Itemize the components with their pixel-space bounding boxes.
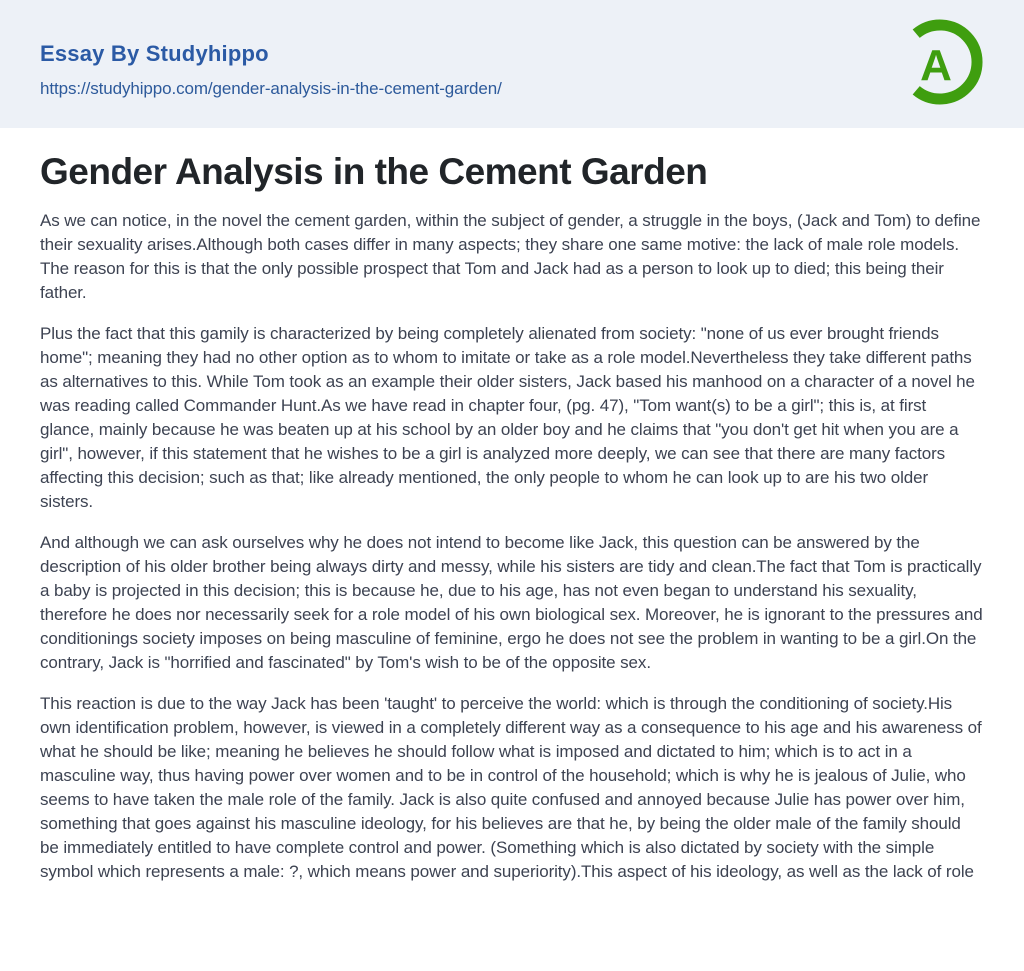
- logo-arc-icon: [896, 18, 984, 106]
- source-url-link[interactable]: https://studyhippo.com/gender-analysis-in-the-cement-garden/: [40, 79, 502, 99]
- logo-letter: A: [920, 41, 952, 90]
- studyhippo-logo[interactable]: [896, 18, 984, 106]
- essay-content: [0, 128, 1024, 884]
- essay-paragraph-4: This reaction is due to the way Jack has been 'taught' to perceive the world: which is through the conditioning of society.His own identification problem, however, is viewed in a completely different way as a consequence to his age and his awareness of what he should be like; meaning he believes he should follow what is imposed and dictated to him; which is to act in a masculine way, thus having power over women and to be in control of the household; which is why he is jealous of Julie, who seems to have taken the male role of the family. Jack is also quite confused and annoyed because Julie has power over him, something that goes against his masculine ideology, for his believes are that he, by being the older male of the family should be immediately entitled to have complete control and power. (Something which is also dictated by society with the simple symbol which represents a male: ?, which means power and superiority).This aspect of his ideology, as well as the lack of role: [40, 694, 982, 882]
- essay-paragraph-1: As we can notice, in the novel the cement garden, within the subject of gender, a struggle in the boys, (Jack and Tom) to define their sexuality arises.Although both cases differ in many aspects; they share one same motive: the lack of male role models. The reason for this is that the only possible prospect that Tom and Jack had as a person to look up to died; this being their father.: [40, 211, 981, 303]
- page-header: [0, 0, 1024, 128]
- header-title: Essay By Studyhippo: [40, 41, 269, 66]
- essay-paragraph-3: And although we can ask ourselves why he does not intend to become like Jack, this question can be answered by the description of his older brother being always dirty and messy, while his sisters are tidy and clean.The fact that Tom is practically a baby is projected in this decision; this is because he, due to his age, has not even began to understand his sexuality, therefore he does nor necessarily seek for a role model of his own biological sex. Moreover, he is ignorant to the pressures and conditionings society imposes on being masculine of feminine, ergo he does not see the problem in wanting to be a girl.On the contrary, Jack is "horrified and fascinated" by Tom's wish to be of the opposite sex.: [40, 533, 983, 673]
- essay-paragraph-2: Plus the fact that this gamily is characterized by being completely alienated from society: "none of us ever brought friends home"; meaning they had no other option as to whom to imitate or take as a role model.Nevertheless they take different paths as alternatives to this. While Tom took as an example their older sisters, Jack based his manhood on a character of a novel he was reading called Commander Hunt.As we have read in chapter four, (pg. 47), "Tom want(s) to be a girl"; this is, at first glance, mainly because he was beaten up at his school by an older boy and he claims that "you don't get hit when you are a girl", however, if this statement that he wishes to be a girl is analyzed more deeply, we can see that there are many factors affecting this decision; such as that; like already mentioned, the only people to whom he can look up to are his two older sisters.: [40, 324, 975, 512]
- essay-title: Gender Analysis in the Cement Garden: [40, 151, 708, 192]
- header-text-block: [40, 0, 502, 99]
